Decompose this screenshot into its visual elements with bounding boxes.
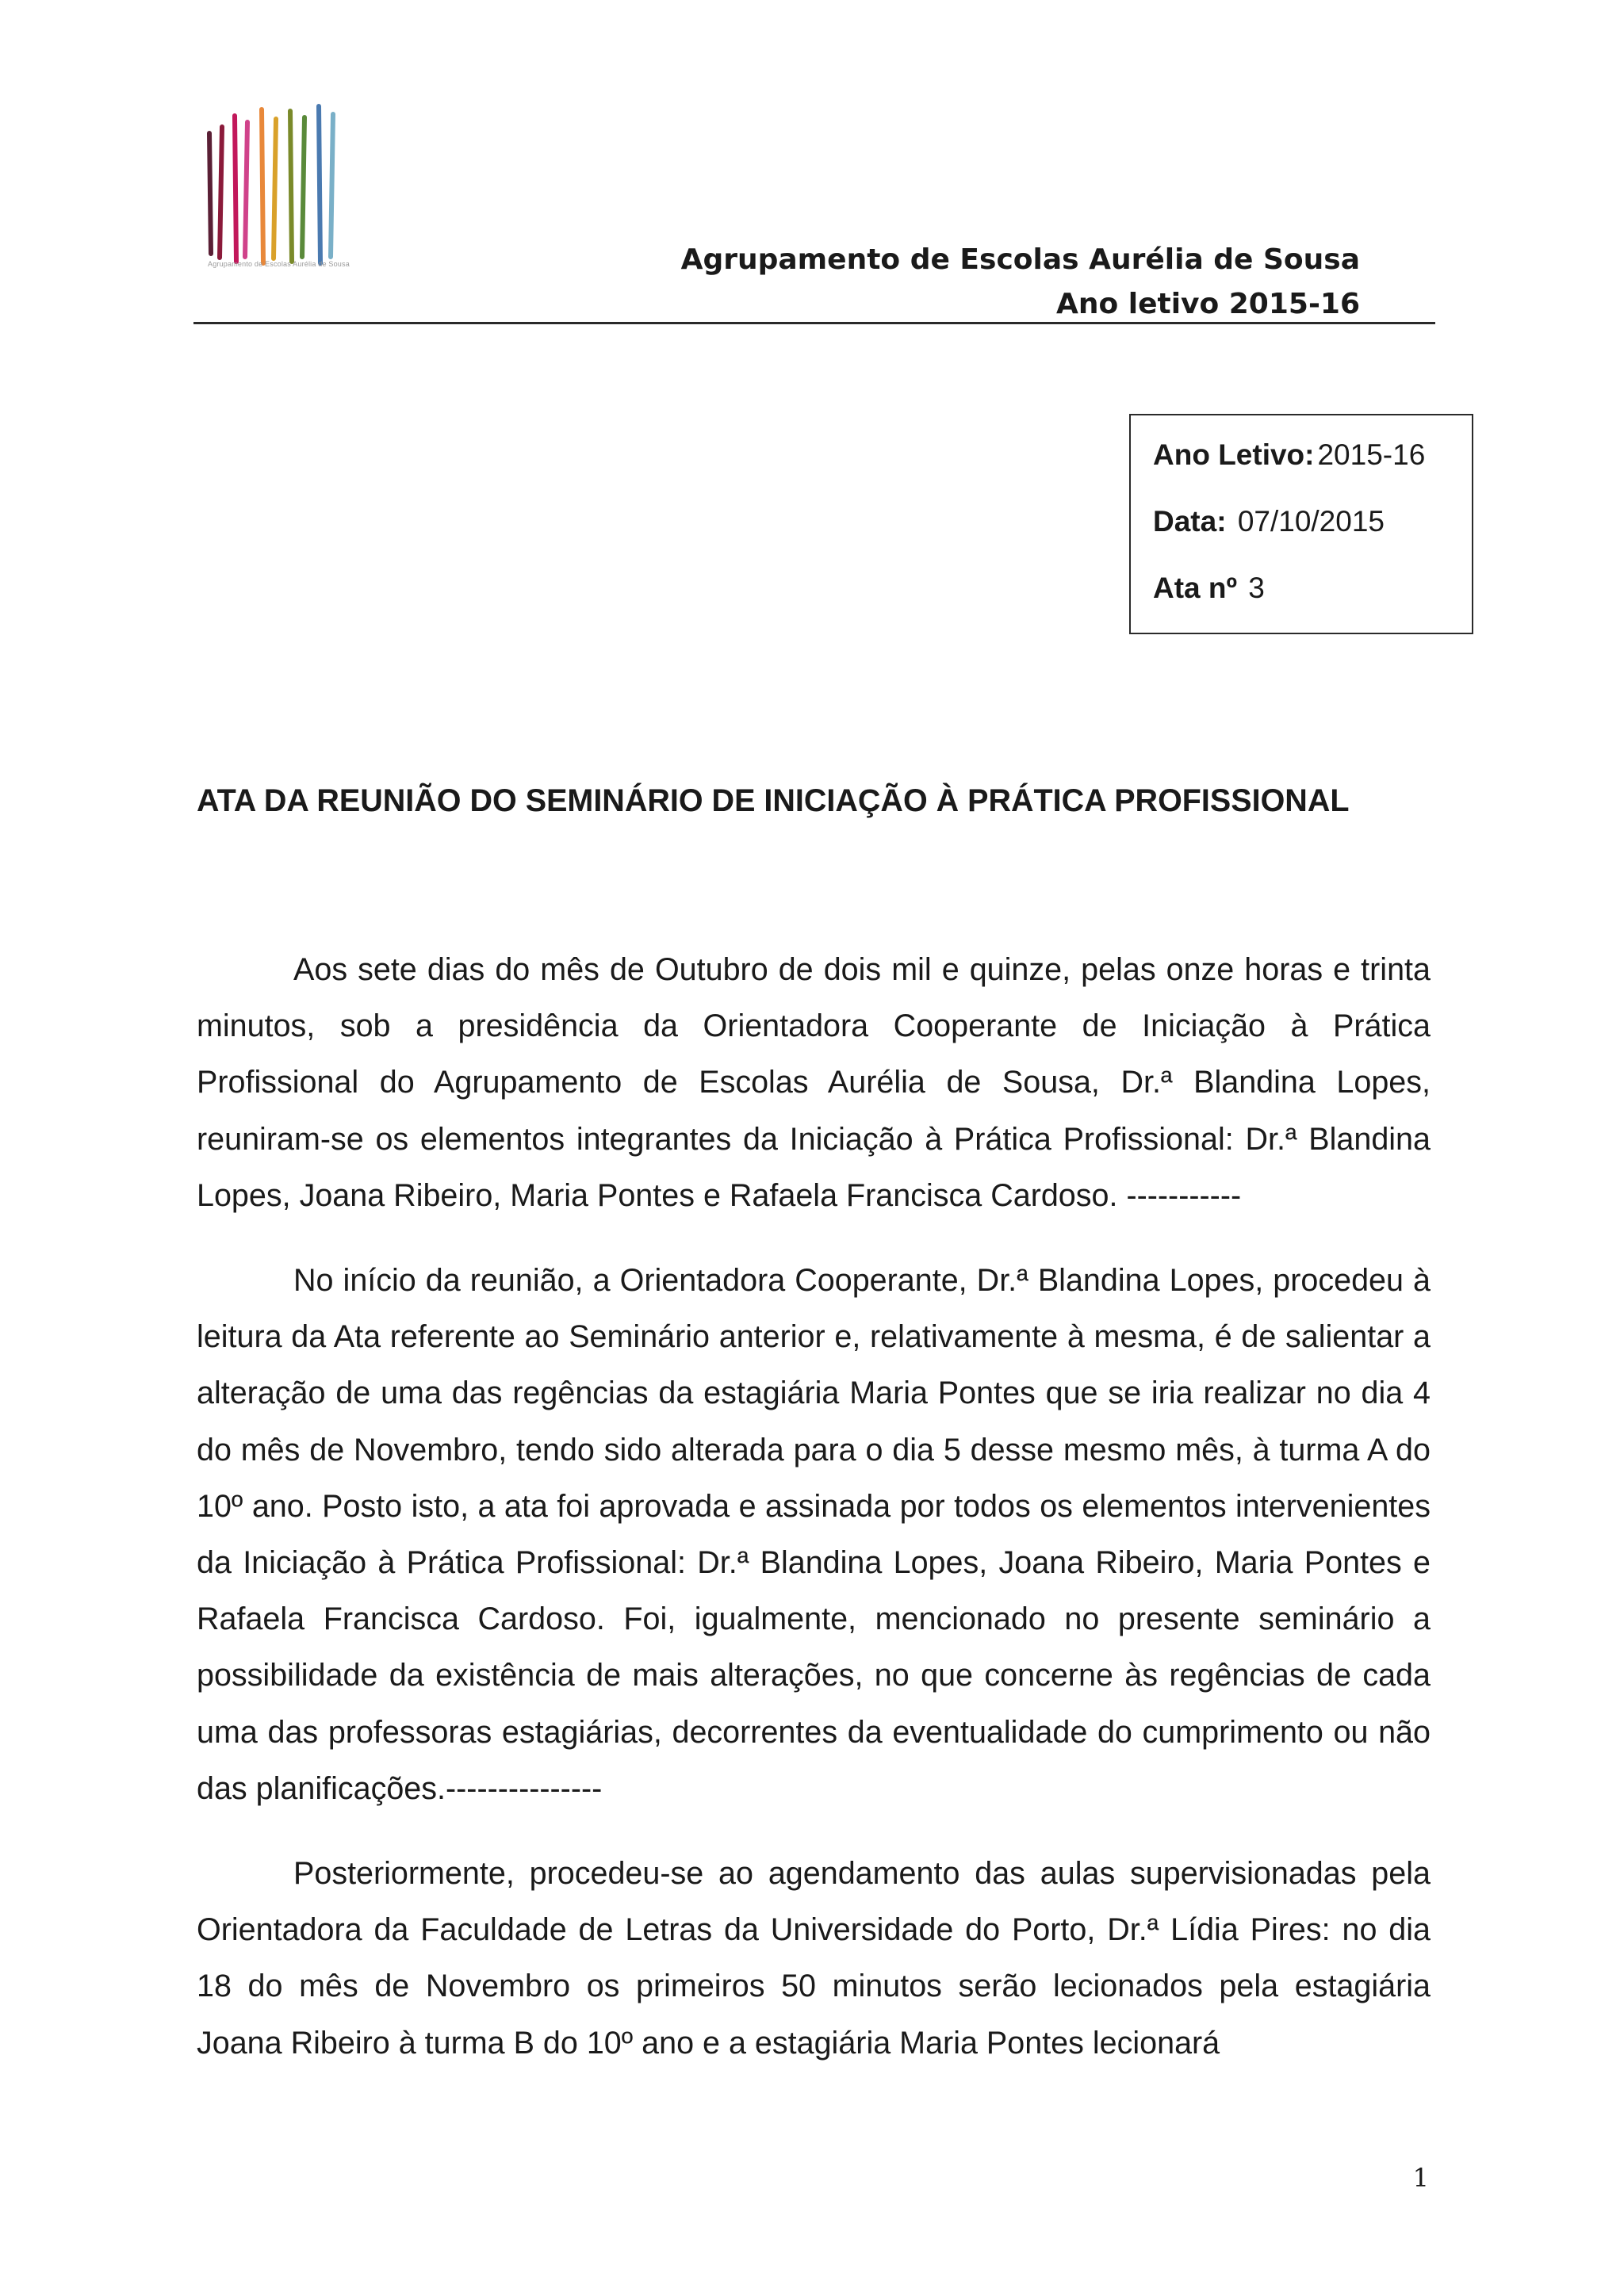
meeting-info-box — [1129, 414, 1473, 634]
info-ano-letivo — [1153, 422, 1472, 488]
logo-caption: Agrupamento de Escolas Aurélia de Sousa — [208, 260, 350, 268]
logo-bar — [235, 116, 236, 262]
logo-bar — [220, 127, 222, 258]
ano-letivo-label: Ano Letivo: — [1153, 438, 1315, 471]
info-data — [1153, 488, 1472, 555]
school-logo — [198, 95, 373, 277]
school-year: Ano letivo 2015-16 — [1055, 288, 1360, 320]
ata-value: 3 — [1248, 572, 1265, 604]
document-title: ATA DA REUNIÃO DO SEMINÁRIO DE INICIAÇÃO À PRÁTICA PROFISSIONAL — [197, 783, 1350, 818]
data-value: 07/10/2015 — [1237, 505, 1385, 538]
school-name: Agrupamento de Escolas Aurélia de Sousa — [680, 243, 1360, 276]
header-divider — [193, 322, 1435, 324]
logo-bar — [262, 109, 263, 263]
logo-bar — [290, 111, 292, 262]
paragraph-3: Posteriormente, procedeu-se ao agendamento das aulas supervisionadas pela Orientadora da Faculdade de Letras da Universidade do Porto, Dr.ª Lídia Pires: no dia 18 do mês de Novembro os primeiros 50 minutos serão lecionados pela estagiária Joana Ribeiro à turma B do 10º ano e a estagiária Maria Pontes lecionará — [197, 1856, 1431, 2061]
paragraph-2: No início da reunião, a Orientadora Cooperante, Dr.ª Blandina Lopes, procedeu à leitura da Ata referente ao Seminário anterior e, relativamente à mesma, é de salientar a alteração de uma das regências da estagiária Maria Pontes que se iria realizar no dia 4 do mês de Novembro, tendo sido alterada para o dia 5 desse mesmo mês, à turma A do 10º ano. Posto isto, a ata foi aprovada e assinada por todos os elementos intervenientes da Iniciação à Prática Profissional: Dr.ª Blandina Lopes, Joana Ribeiro, Maria Pontes e Rafaela Francisca Cardoso. Foi, igualmente, mencionado no presente seminário a possibilidade da existência de mais alterações, no que concerne às regências de cada uma das professoras estagiárias, decorrentes da eventualidade do cumprimento ou não das planificações.--------------- — [197, 1263, 1431, 1806]
logo-bar — [245, 122, 247, 257]
paragraph-1: Aos sete dias do mês de Outubro de dois mil e quinze, pelas onze horas e trinta minutos, sob a presidência da Orientadora Cooperante de Iniciação à Prática Profissional do Agrupamento de Escolas Aurélia de Sousa, Dr.ª Blandina Lopes, reuniram-se os elementos integrantes da Iniciação à Prática Profissional: Dr.ª Blandina Lopes, Joana Ribeiro, Maria Pontes e Rafaela Francisca Cardoso. ----------- — [197, 952, 1431, 1213]
logo-bars-graphic — [198, 95, 373, 277]
logo-bar — [331, 114, 333, 257]
ata-label: Ata nº — [1153, 572, 1238, 604]
logo-bar — [319, 106, 320, 263]
document-body — [197, 942, 1431, 2100]
info-ata — [1153, 555, 1472, 622]
logo-bar — [274, 119, 276, 258]
page-header — [681, 238, 1360, 327]
data-label: Data: — [1153, 505, 1227, 538]
logo-bar — [302, 117, 304, 257]
ano-letivo-value: 2015-16 — [1317, 438, 1426, 471]
logo-bar — [209, 133, 211, 254]
page-number: 1 — [1412, 2163, 1429, 2193]
